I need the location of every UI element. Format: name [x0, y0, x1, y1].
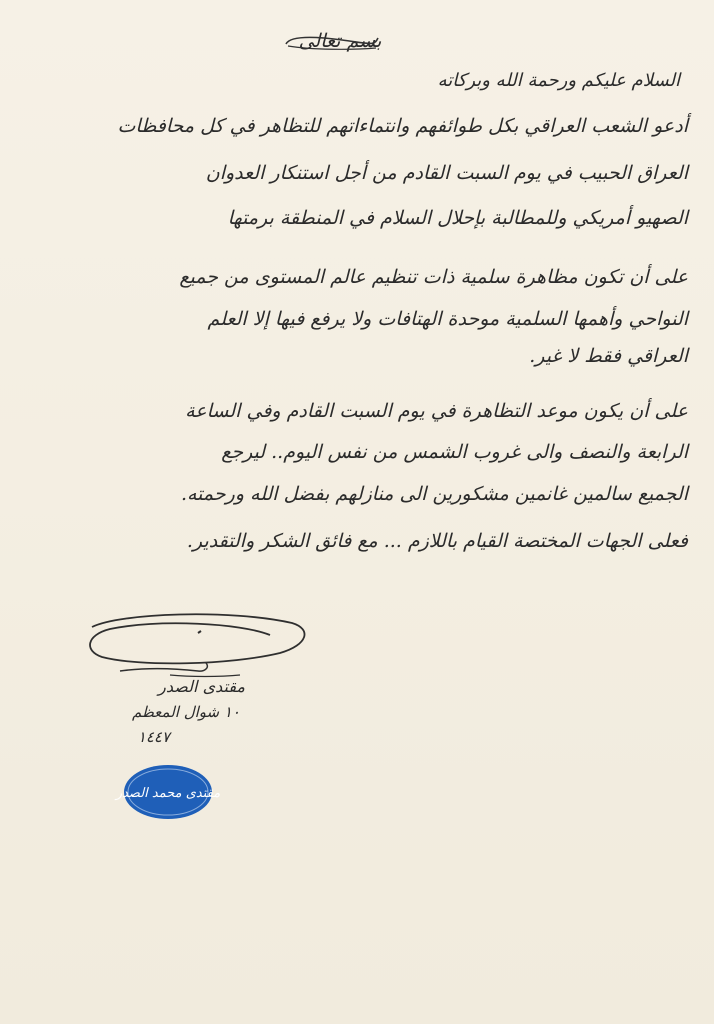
letter-line-8: الرابعة والنصف والى غروب الشمس من نفس اليوم.. ليرجع	[221, 441, 688, 463]
letter-line-5: النواحي وأهمها السلمية موحدة الهتافات ولا يرفع فيها إلا العلم	[207, 308, 688, 330]
letter-line-4: على أن تكون مظاهرة سلمية ذات تنظيم عالم المستوى من جميع	[179, 266, 688, 288]
letter-line-6: العراقي فقط لا غير.	[529, 345, 688, 367]
letter-line-7: على أن يكون موعد التظاهرة في يوم السبت القادم وفي الساعة	[185, 400, 688, 422]
greeting: السلام عليكم ورحمة الله وبركاته	[437, 70, 680, 91]
letter-line-10: فعلى الجهات المختصة القيام باللازم ... مع فائق الشكر والتقدير.	[186, 530, 688, 552]
seal-text: مقتدى محمد الصدر	[115, 786, 221, 801]
signature-date-day: ١٠ شوال المعظم	[132, 703, 240, 721]
basmala-flourish	[282, 30, 382, 54]
letter-line-2: العراق الحبيب في يوم السبت القادم من أجل استنكار العدوان	[205, 162, 688, 184]
letter-line-9: الجميع سالمين غانمين مشكورين الى منازلهم بفضل الله ورحمته.	[180, 483, 688, 505]
letter-line-1: أدعو الشعب العراقي بكل طوائفهم وانتماءاتهم للتظاهر في كل محافظات	[117, 115, 688, 137]
letter-line-3: الصهيو أمريكي وللمطالبة بإحلال السلام في المنطقة برمتها	[227, 207, 688, 229]
handwritten-signature	[80, 605, 315, 685]
official-seal-stamp	[115, 763, 221, 821]
basmala: بسم تعالى	[298, 30, 382, 52]
signatory-name: مقتدى الصدر	[158, 677, 245, 696]
signature-date-year: ١٤٤٧	[137, 728, 170, 746]
